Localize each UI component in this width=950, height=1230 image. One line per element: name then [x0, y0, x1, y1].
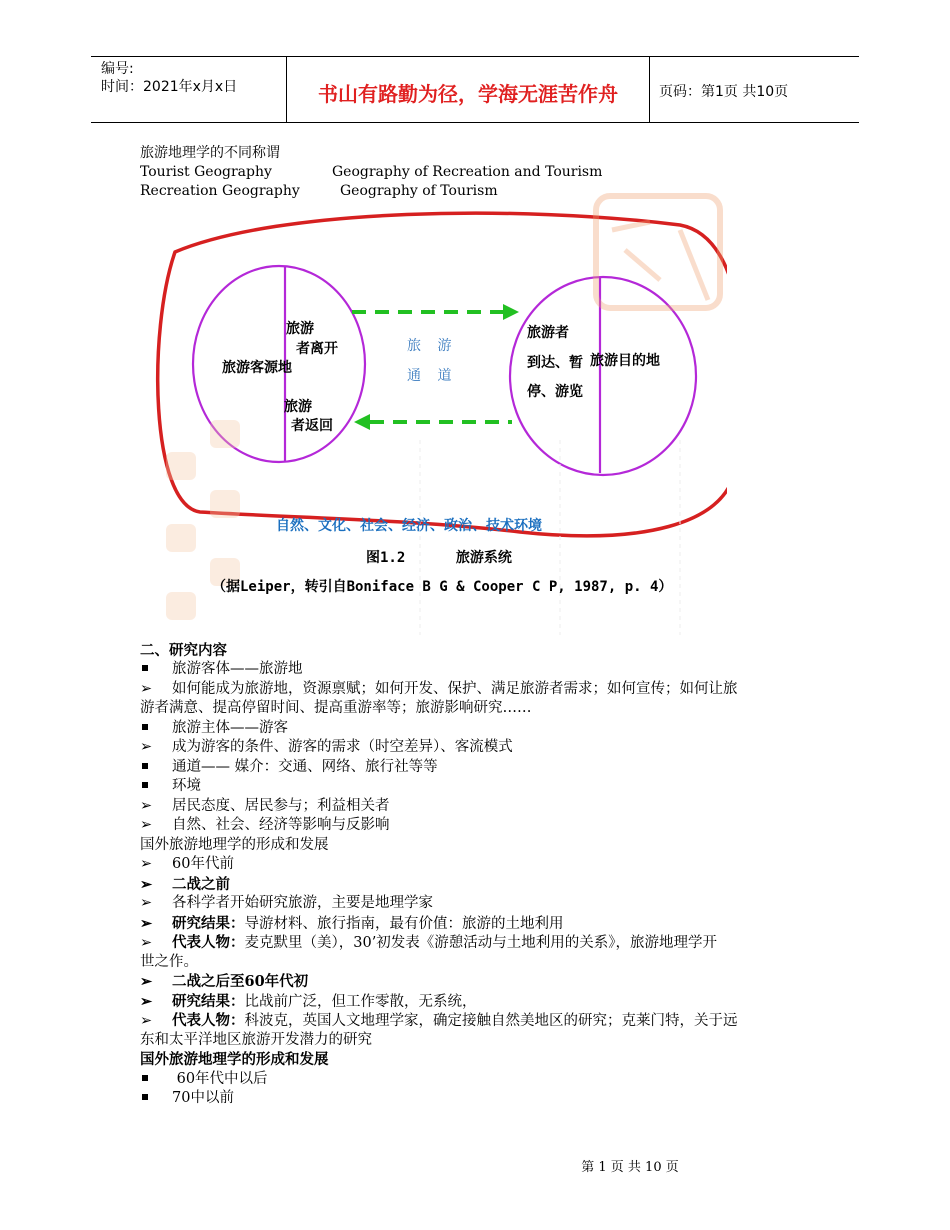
subheading: 国外旅游地理学的形成和发展 [140, 837, 329, 853]
name-recreation-tourism: Geography of Recreation and Tourism [332, 164, 603, 180]
list-item-continuation: 世之作。 [140, 954, 198, 970]
intro-title: 旅游地理学的不同称谓 [140, 145, 280, 161]
list-item: ➢ 60年代前 [140, 856, 234, 872]
list-item: ➢ 代表人物：科波克，英国人文地理学家，确定接触自然美地区的研究；克莱门特，关于远 [140, 1012, 738, 1029]
departure-arrow [352, 304, 519, 320]
list-item: ➢ 成为游客的条件、游客的需求（时空差异）、客流模式 [140, 739, 513, 755]
subheading: 国外旅游地理学的形成和发展 [140, 1051, 329, 1068]
list-item: ➢ 研究结果：比战前广泛，但工作零散，无系统， [140, 993, 477, 1010]
vertical-guide-lines [420, 440, 680, 635]
channel-label-1: 旅 游 [407, 338, 458, 354]
figure-source: （据Leiper，转引自Boniface B G & Cooper C P, 1987, p. 4） [212, 579, 673, 595]
header-motto: 书山有路勤为径，学海无涯苦作舟 [318, 82, 618, 106]
list-item: ➢ 居民态度、居民参与；利益相关者 [140, 798, 390, 814]
list-item: 70中以前 [140, 1089, 234, 1109]
return-label-2: 者返回 [291, 418, 333, 434]
arrive-label-1: 旅游者 [527, 325, 569, 341]
origin-label: 旅游客源地 [222, 360, 292, 376]
list-item: ➢ 各科学者开始研究旅游，主要是地理学家 [140, 895, 433, 911]
depart-label-1: 旅游 [286, 321, 314, 337]
environment-label: 自然、文化、社会、经济、政治、技术环境 [276, 518, 542, 534]
list-item: 旅游主体——游客 [140, 719, 288, 739]
arrive-label-3: 停、游览 [527, 384, 583, 400]
list-item: 通道—— 媒介：交通、网络、旅行社等等 [140, 758, 438, 778]
section-title: 二、研究内容 [140, 642, 227, 659]
list-item: ➢ 二战之后至60年代初 [140, 973, 309, 990]
channel-label-2: 通 道 [407, 368, 458, 384]
destination-label: 旅游目的地 [590, 353, 660, 369]
depart-label-2: 者离开 [296, 341, 338, 357]
list-item: 60年代中以后 [140, 1070, 268, 1090]
return-label-1: 旅游 [284, 399, 312, 415]
header-page-info: 页码：第1页 共10页 [659, 84, 789, 100]
list-item: ➢ 自然、社会、经济等影响与反影响 [140, 817, 390, 833]
figure-caption: 图1.2 旅游系统 [366, 550, 512, 566]
list-item: ➢ 研究结果：导游材料、旅行指南，最有价值：旅游的土地利用 [140, 915, 564, 932]
name-geography-of-tourism: Geography of Tourism [340, 183, 498, 199]
doc-time-label: 时间：2021年x月x日 [101, 79, 238, 95]
list-item: 旅游客体——旅游地 [140, 660, 303, 680]
arrive-label-2: 到达、暂 [527, 355, 583, 371]
page-footer: 第 1 页 共 10 页 [581, 1160, 679, 1175]
list-item: ➢ 如何能成为旅游地，资源禀赋；如何开发、保护、满足旅游者需求；如何宣传；如何让旅 [140, 681, 738, 697]
list-item: 环境 [140, 777, 201, 797]
list-item: ➢ 代表人物：麦克默里（美），30’初发表《游憩活动与土地利用的关系》，旅游地理学开 [140, 934, 718, 951]
list-item: ➢ 二战之前 [140, 876, 230, 893]
name-tourist-geography: Tourist Geography [140, 164, 272, 180]
return-arrow [354, 414, 512, 430]
name-recreation-geography: Recreation Geography [140, 183, 300, 199]
list-item-continuation: 游者满意、提高停留时间、提高重游率等；旅游影响研究…… [140, 700, 532, 716]
doc-number-label: 编号: [101, 61, 134, 77]
list-item-continuation: 东和太平洋地区旅游开发潜力的研究 [140, 1032, 372, 1048]
